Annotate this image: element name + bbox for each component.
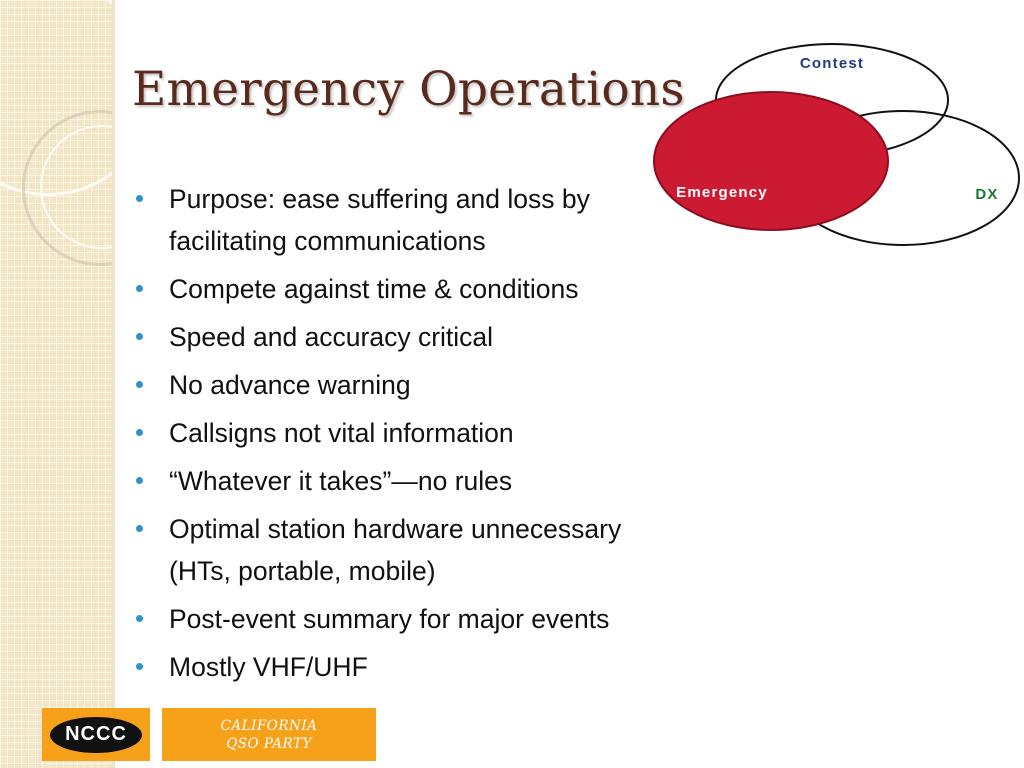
decorative-side-panel — [0, 0, 112, 768]
bullet-dot-icon — [136, 195, 143, 202]
nccc-logo-text: NCCC — [65, 723, 127, 745]
bullet-dot-icon — [136, 615, 143, 622]
bullet-item — [132, 316, 732, 358]
emergency-label: Emergency — [676, 184, 768, 201]
bullet-text-continued: (HTs, portable, mobile) — [169, 556, 436, 586]
emergency-ellipse — [654, 92, 888, 230]
nccc-logo — [42, 708, 150, 761]
bullet-text: “Whatever it takes”—no rules — [169, 466, 513, 496]
slide-title: Emergency Operations — [132, 62, 685, 117]
bullet-dot-icon — [136, 525, 143, 532]
bullet-text: Optimal station hardware unnecessary — [169, 514, 622, 544]
contest-label: Contest — [799, 55, 865, 72]
nccc-logo-oval — [50, 717, 142, 753]
bullet-dot-icon — [136, 429, 143, 436]
bullet-item — [132, 460, 732, 502]
venn-diagram — [650, 40, 1022, 255]
bullet-text-continued: facilitating communications — [169, 226, 486, 256]
bullet-dot-icon — [136, 333, 143, 340]
bullet-dot-icon — [136, 381, 143, 388]
bullet-text: Speed and accuracy critical — [169, 322, 494, 352]
bullet-item — [132, 646, 732, 688]
cqp-line1: CALIFORNIA — [220, 717, 318, 734]
bullet-item — [132, 598, 732, 640]
cqp-logo — [162, 708, 376, 761]
bullet-text: Purpose: ease suffering and loss by — [169, 184, 590, 214]
bullet-item — [132, 178, 732, 262]
bullet-text: Callsigns not vital information — [169, 418, 514, 448]
bullet-dot-icon — [136, 477, 143, 484]
bullet-dot-icon — [136, 663, 143, 670]
dx-label: DX — [975, 186, 999, 203]
bullet-text: Compete against time & conditions — [169, 274, 579, 304]
bullet-item — [132, 412, 732, 454]
cqp-line2: QSO PARTY — [226, 735, 312, 752]
bullet-text: Post-event summary for major events — [169, 604, 610, 634]
bullet-item — [132, 268, 732, 310]
bullet-item — [132, 508, 732, 592]
bullet-text: No advance warning — [169, 370, 411, 400]
bullet-dot-icon — [136, 285, 143, 292]
bullet-list — [132, 178, 732, 694]
bullet-item — [132, 364, 732, 406]
bullet-text: Mostly VHF/UHF — [169, 652, 368, 682]
side-panel-edge — [112, 0, 115, 768]
